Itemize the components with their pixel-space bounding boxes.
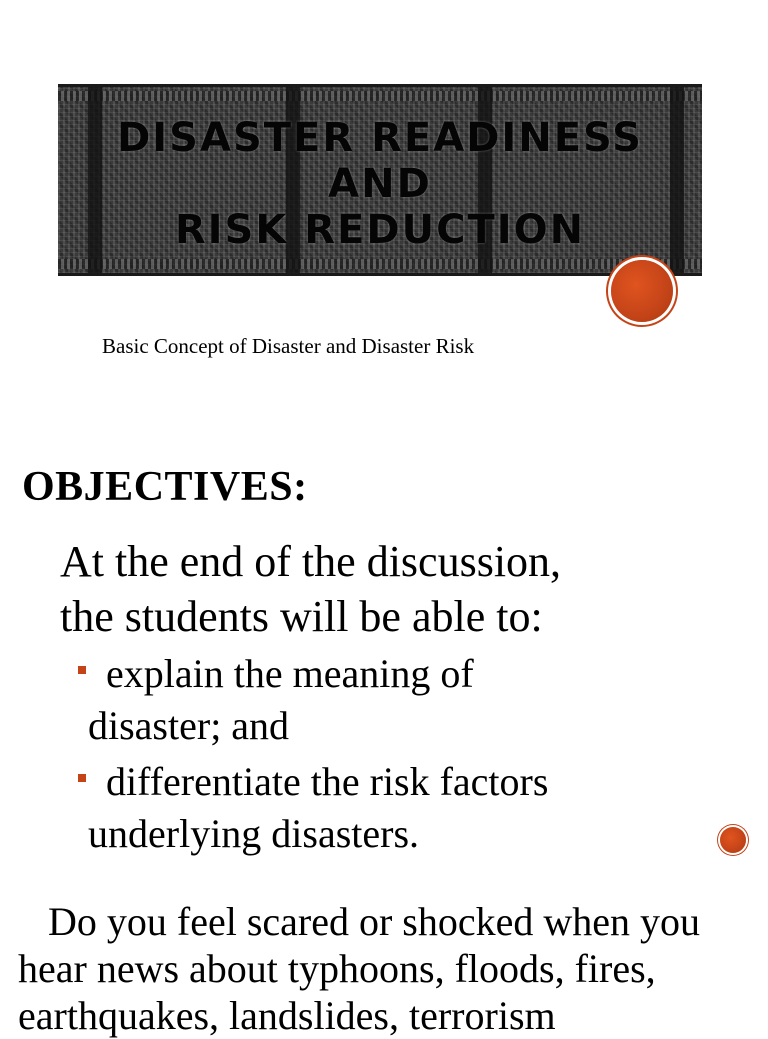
- intro-line: the students will be able to:: [60, 592, 543, 641]
- question-line: earthquakes, landslides, terrorism: [18, 993, 556, 1038]
- banner-texture-band-bottom: [58, 259, 702, 269]
- banner-texture-band-top: [58, 91, 702, 101]
- list-item: [78, 756, 678, 860]
- bullet-text-continued: disaster; and: [88, 703, 290, 748]
- orange-circle-icon: [720, 827, 746, 853]
- slide-title: [58, 115, 702, 253]
- bullet-text: explain the meaning of: [106, 651, 474, 696]
- bullet-text: differentiate the risk factors: [106, 759, 549, 804]
- question-paragraph: [18, 898, 763, 1039]
- question-line: Do you feel scared or shocked when you: [48, 899, 701, 944]
- intro-line: At the end of the discussion,: [60, 537, 562, 586]
- orange-circle-icon: [611, 260, 673, 322]
- objectives-heading: OBJECTIVES:: [22, 464, 308, 510]
- title-line: RISK REDUCTION: [174, 207, 586, 253]
- objectives-list: [78, 648, 678, 864]
- title-line: AND: [328, 161, 432, 207]
- square-bullet-icon: [78, 666, 86, 674]
- objectives-intro: [60, 534, 561, 644]
- square-bullet-icon: [78, 774, 86, 782]
- title-line: DISASTER READINESS: [117, 115, 643, 161]
- list-item: [78, 648, 678, 752]
- slide-subtitle: Basic Concept of Disaster and Disaster Risk: [102, 334, 475, 358]
- title-banner: [58, 84, 702, 276]
- bullet-text-continued: underlying disasters.: [88, 811, 420, 856]
- question-line: hear news about typhoons, floods, fires,: [18, 946, 656, 991]
